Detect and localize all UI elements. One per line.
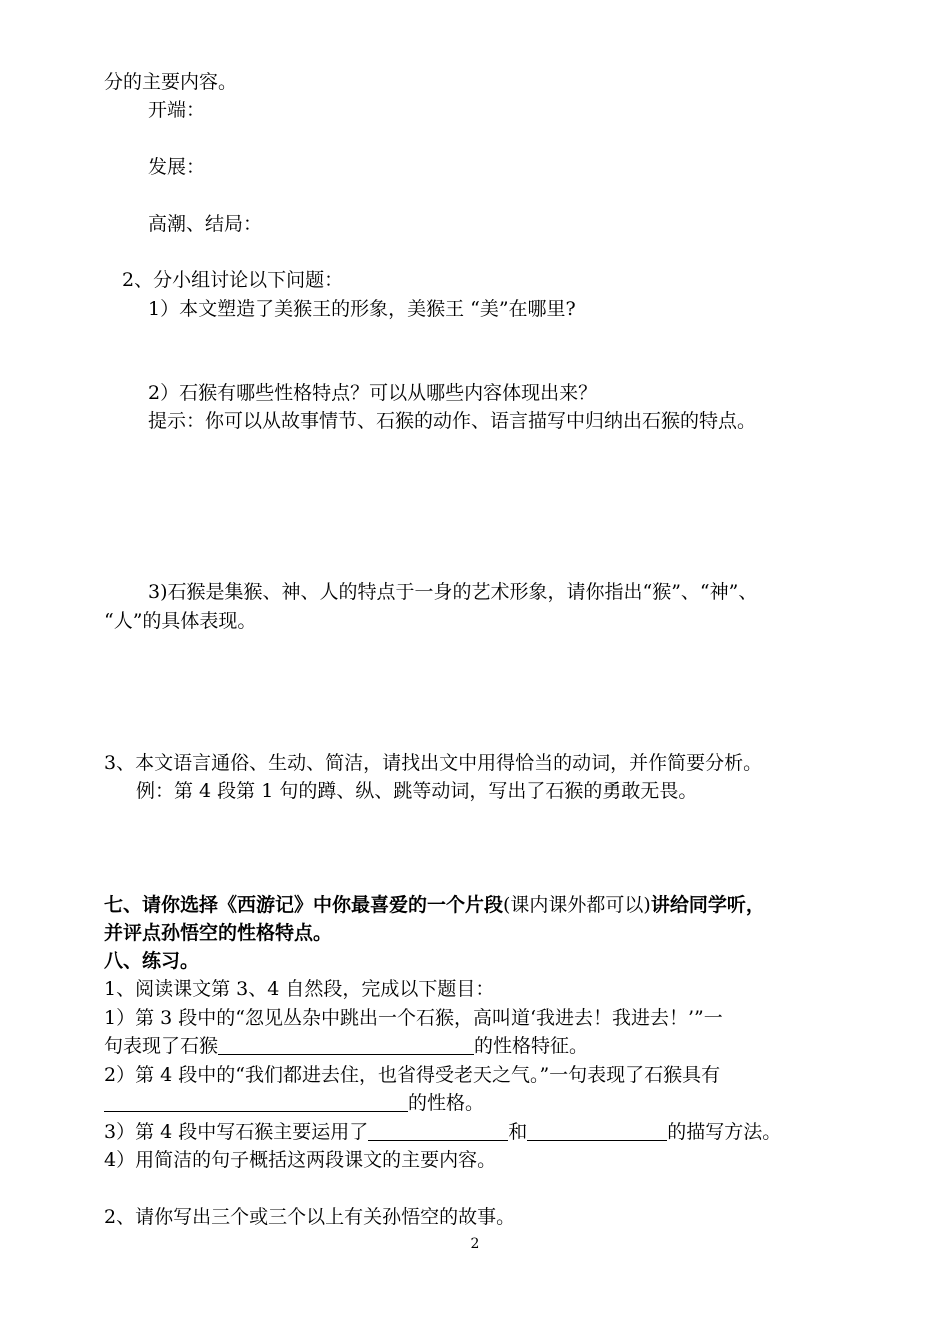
question-heading: 2、分小组讨论以下问题： [122, 269, 344, 291]
fill-blank[interactable] [527, 1122, 667, 1141]
exercise-text [104, 1034, 588, 1058]
exercise-text: 1、阅读课文第 3、4 自然段，完成以下题目： [104, 978, 495, 1000]
fill-blank[interactable] [218, 1036, 474, 1055]
page-number: 2 [470, 1236, 480, 1252]
exercise-text: 4）用简洁的句子概括这两段课文的主要内容。 [104, 1149, 497, 1171]
section-label-development: 发展： [148, 156, 206, 178]
exercise-text: 3）第 4 段中写石猴主要运用了 [104, 1121, 369, 1143]
exercise-text: 2、请你写出三个或三个以上有关孙悟空的故事。 [104, 1206, 516, 1228]
exercise-text: 句表现了石猴 [104, 1035, 219, 1057]
fill-blank[interactable] [368, 1122, 508, 1141]
section-heading-seven-cont: 并评点孙悟空的性格特点。 [104, 922, 333, 944]
example-text: 例：第 4 段第 1 句的蹲、纵、跳等动词，写出了石猴的勇敢无畏。 [136, 780, 698, 802]
exercise-text: 2）第 4 段中的“我们都进去住，也省得受老天之气。”一句表现了石猴具有 [104, 1064, 721, 1086]
question-text: “人”的具体表现。 [104, 610, 257, 632]
section-heading-eight: 八、练习。 [104, 950, 200, 972]
exercise-text: 的性格特征。 [474, 1035, 589, 1057]
heading-note: (课内课外都可以) [503, 894, 651, 916]
question-text: 1）本文塑造了美猴王的形象，美猴王 “美”在哪里? [148, 298, 576, 320]
question-text: 2）石猴有哪些性格特点？可以从哪些内容体现出来？ [148, 382, 598, 404]
exercise-text: 和 [508, 1121, 528, 1143]
exercise-text: 1）第 3 段中的“忽见丛杂中跳出一个石猴，高叫道‘我进去！我进去！’”一 [104, 1007, 723, 1029]
question-text: 3、本文语言通俗、生动、简洁，请找出文中用得恰当的动词，并作简要分析。 [104, 752, 763, 774]
hint-text: 提示：你可以从故事情节、石猴的动作、语言描写中归纳出石猴的特点。 [148, 410, 757, 432]
heading-bold: 七、请你选择《西游记》中你最喜爱的一个片段 [104, 894, 504, 916]
section-heading-seven [104, 893, 765, 917]
fill-blank[interactable] [104, 1093, 408, 1112]
exercise-text [104, 1091, 484, 1115]
text-line: 分的主要内容。 [104, 71, 238, 93]
exercise-text: 的性格。 [408, 1092, 485, 1114]
section-label-opening: 开端： [148, 99, 206, 121]
question-text: 3)石猴是集猴、神、人的特点于一身的艺术形象，请你指出“猴”、“神”、 [148, 581, 758, 603]
section-label-climax: 高潮、结局： [148, 213, 263, 235]
heading-bold: 讲给同学听， [650, 894, 765, 916]
exercise-text [104, 1120, 781, 1144]
exercise-text: 的描写方法。 [667, 1121, 782, 1143]
